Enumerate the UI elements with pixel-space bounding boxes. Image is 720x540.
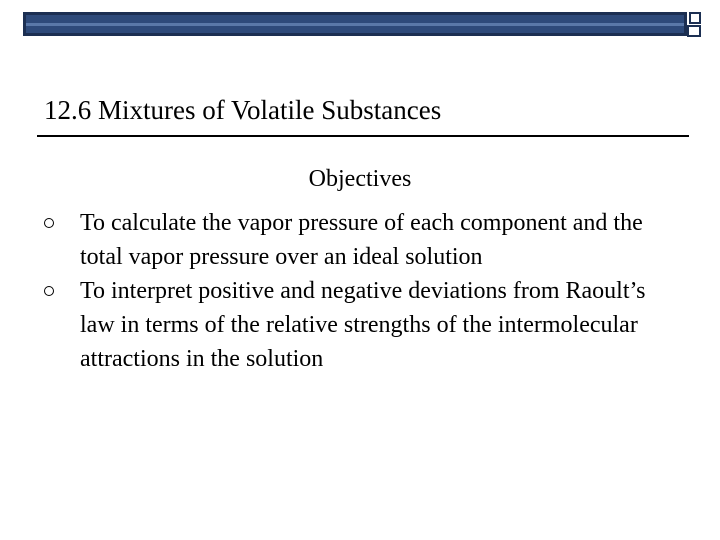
- objectives-heading: Objectives: [308, 166, 412, 192]
- list-item-text: To interpret positive and negative deviations from Raoult’s law in terms of the relative strengths of the intermolecular attractions in the solution: [80, 278, 646, 372]
- title-divider: [37, 135, 689, 137]
- hollow-circle-icon: [44, 218, 54, 228]
- header-decoration-bar: [23, 12, 687, 36]
- slide-title: 12.6 Mixtures of Volatile Substances: [44, 95, 442, 125]
- list-item-text: To calculate the vapor pressure of each component and the total vapor pressure over an ideal solution: [80, 210, 643, 270]
- corner-square: [689, 12, 701, 24]
- corner-squares-decoration: [687, 12, 711, 36]
- list-item: [44, 206, 684, 274]
- hollow-circle-icon: [44, 286, 54, 296]
- corner-square: [687, 25, 701, 37]
- objectives-list: [44, 206, 684, 376]
- list-item: [44, 274, 684, 376]
